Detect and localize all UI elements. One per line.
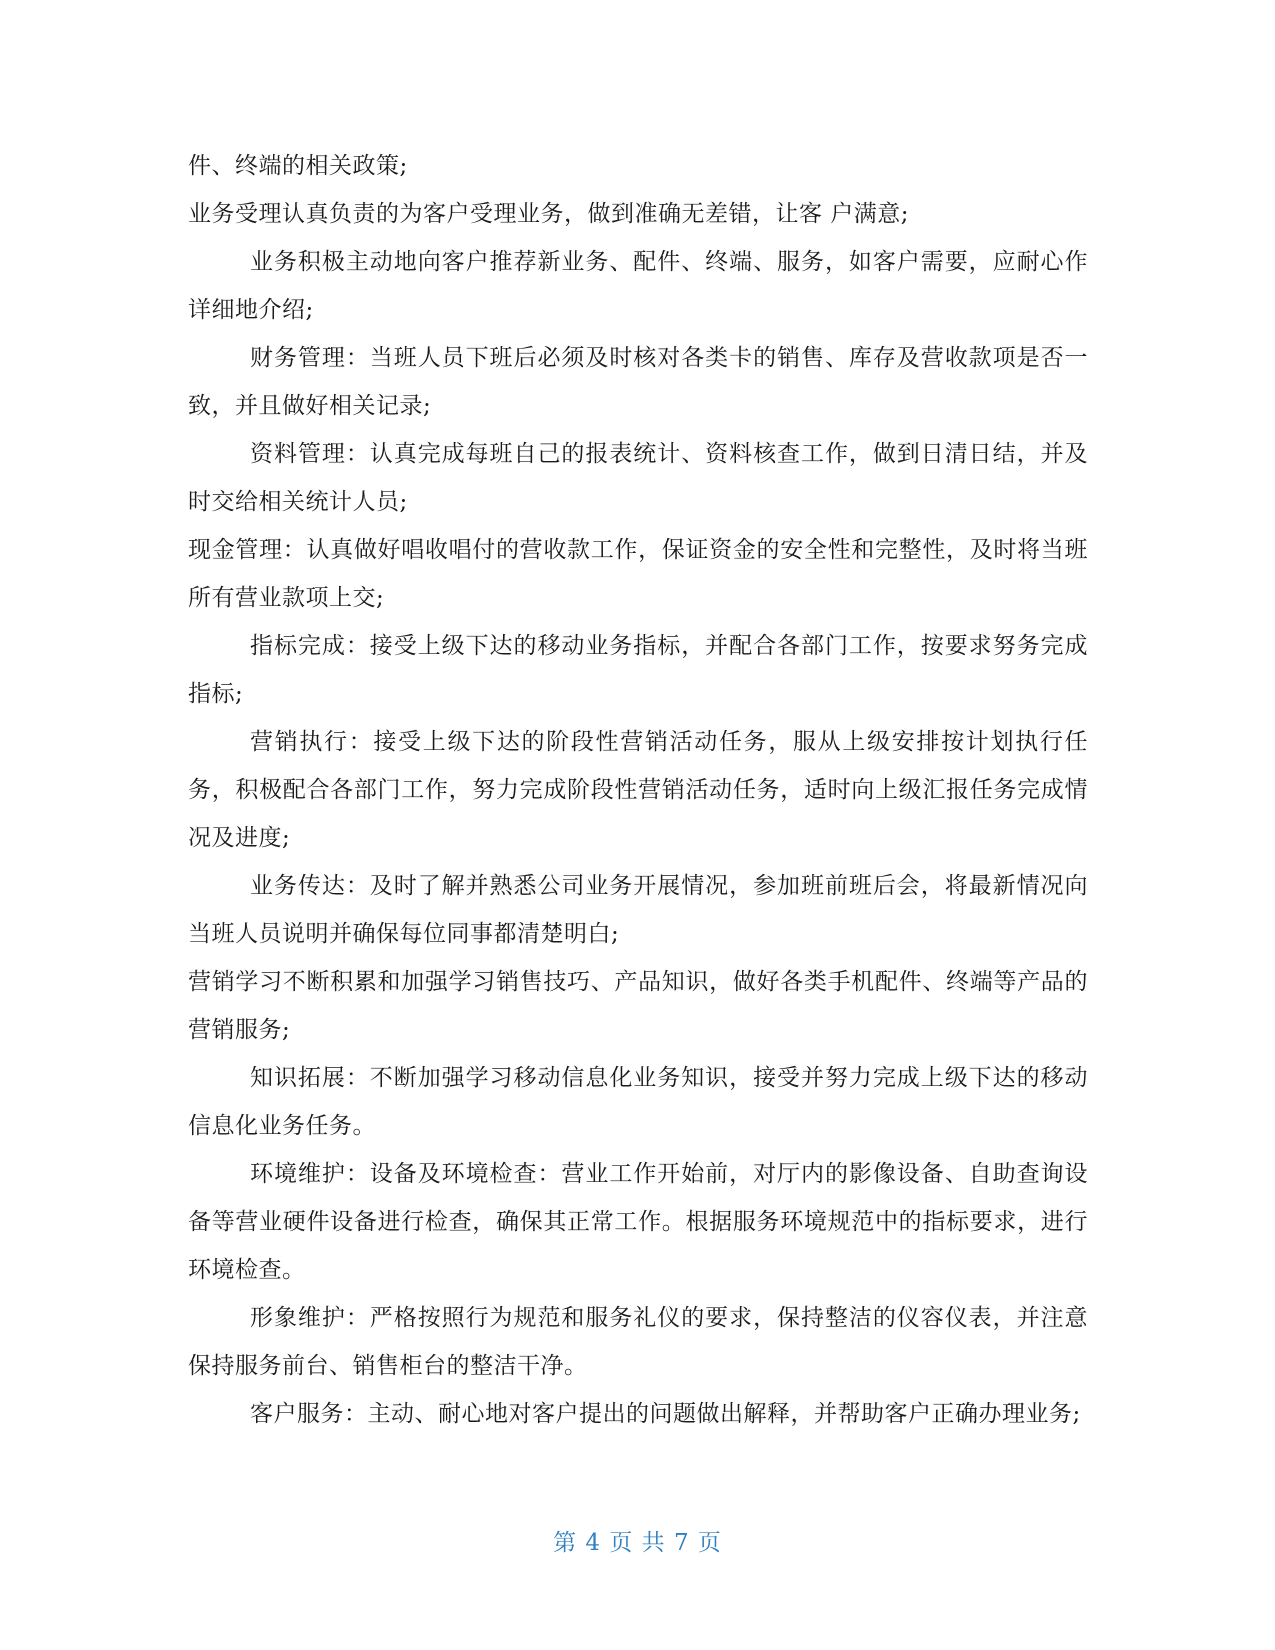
paragraph: 指标完成：接受上级下达的移动业务指标，并配合各部门工作，按要求努务完成指标; <box>188 633 1088 707</box>
paragraph: 现金管理：认真做好唱收唱付的营收款工作，保证资金的安全性和完整性，及时将当班所有营业款项上交; <box>188 537 1088 611</box>
footer-suffix: 页 <box>697 1530 722 1556</box>
document-body <box>188 142 1088 1438</box>
paragraph: 业务传达：及时了解并熟悉公司业务开展情况，参加班前班后会，将最新情况向当班人员说明并确保每位同事都清楚明白; <box>188 873 1088 947</box>
paragraph: 客户服务：主动、耐心地对客户提出的问题做出解释，并帮助客户正确办理业务; <box>250 1401 1081 1427</box>
paragraph: 件、终端的相关政策; <box>188 153 408 179</box>
footer-current-page: 4 <box>585 1530 602 1556</box>
paragraph: 环境维护：设备及环境检查：营业工作开始前，对厅内的影像设备、自助查询设备等营业硬件设备进行检查，确保其正常工作。根据服务环境规范中的指标要求，进行环境检查。 <box>188 1161 1088 1283</box>
paragraph: 知识拓展：不断加强学习移动信息化业务知识，接受并努力完成上级下达的移动信息化业务任务。 <box>188 1065 1088 1139</box>
footer-prefix: 第 <box>553 1530 578 1556</box>
paragraph: 营销执行：接受上级下达的阶段性营销活动任务，服从上级安排按计划执行任务，积极配合各部门工作，努力完成阶段性营销活动任务，适时向上级汇报任务完成情况及进度; <box>188 729 1088 851</box>
paragraph: 财务管理：当班人员下班后必须及时核对各类卡的销售、库存及营收款项是否一致，并且做好相关记录; <box>188 345 1088 419</box>
paragraph: 资料管理：认真完成每班自己的报表统计、资料核查工作，做到日清日结，并及时交给相关统计人员; <box>188 441 1088 515</box>
paragraph: 业务积极主动地向客户推荐新业务、配件、终端、服务，如客户需要，应耐心作详细地介绍; <box>188 249 1088 323</box>
page-footer <box>0 1524 1275 1557</box>
footer-total-pages: 7 <box>673 1530 690 1556</box>
paragraph: 营销学习不断积累和加强学习销售技巧、产品知识，做好各类手机配件、终端等产品的营销服务; <box>188 969 1088 1043</box>
paragraph: 形象维护：严格按照行为规范和服务礼仪的要求，保持整洁的仪容仪表，并注意保持服务前台、销售柜台的整洁干净。 <box>188 1305 1088 1379</box>
paragraph: 业务受理认真负责的为客户受理业务，做到准确无差错，让客 户满意; <box>188 201 910 227</box>
footer-middle: 页 共 <box>609 1530 666 1556</box>
